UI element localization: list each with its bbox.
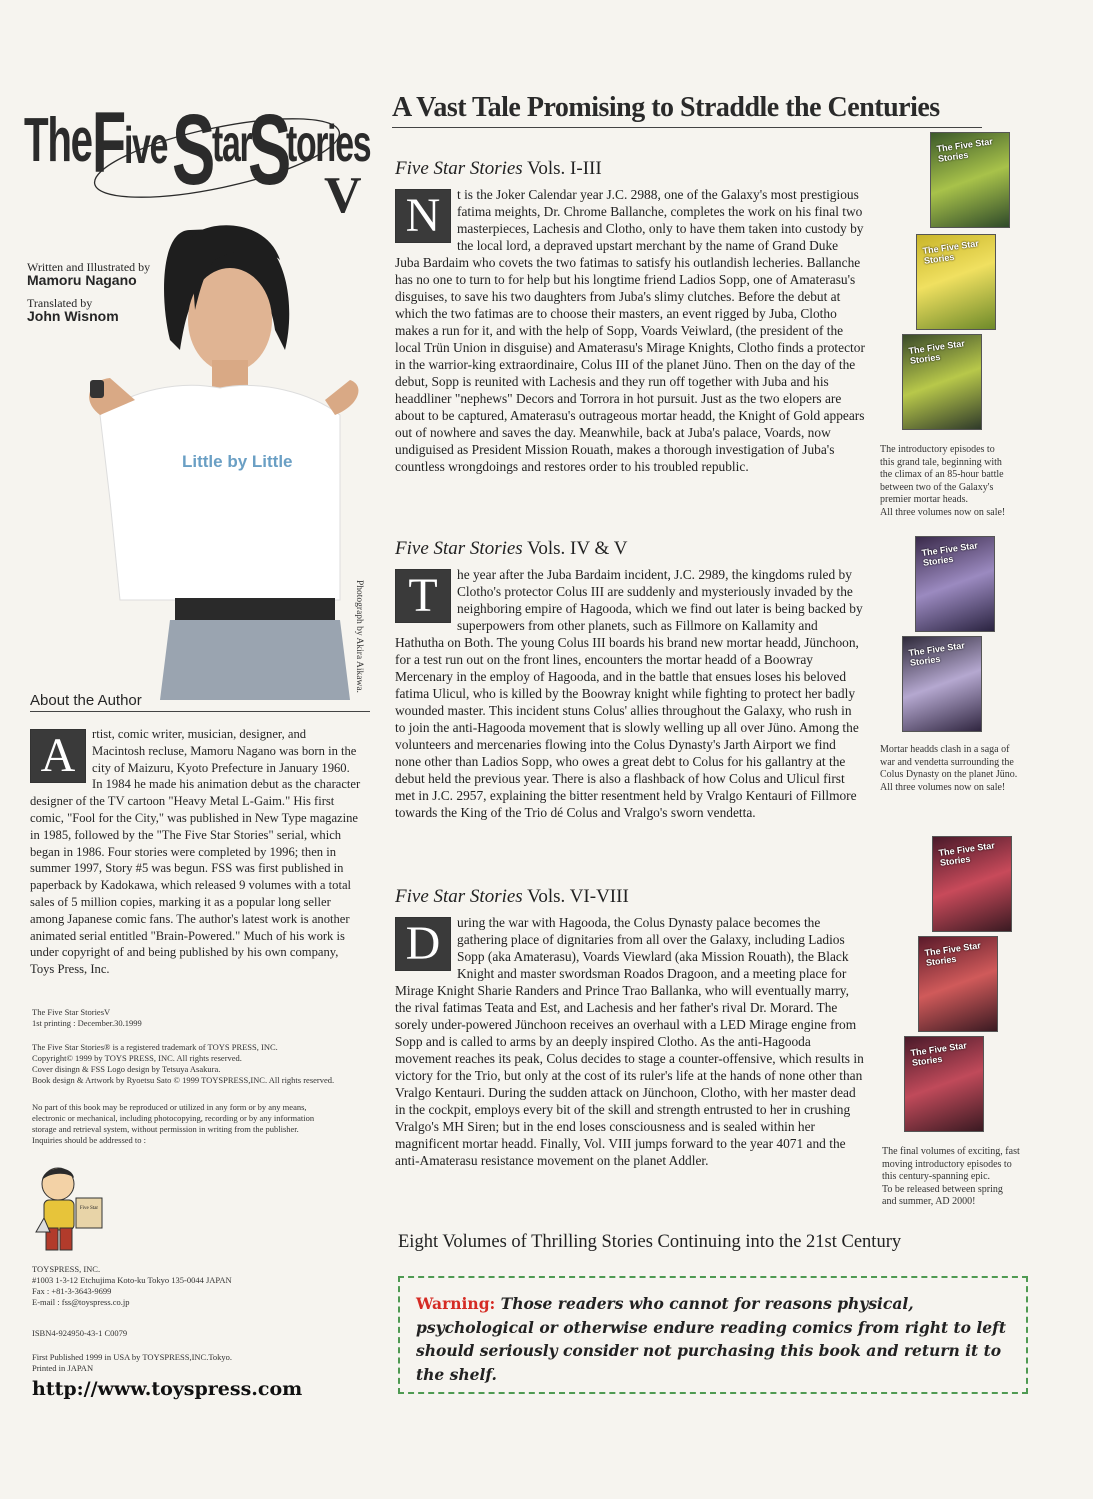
volume-number: V — [324, 167, 362, 224]
section-title-italic: Five Star Stories — [395, 158, 523, 179]
caption-line: Mortar headds clash in a saga of — [880, 744, 1010, 755]
logo-letter-s1: S — [172, 94, 215, 206]
cover-title: The Five Star Stories — [907, 338, 966, 366]
warning-box — [398, 1276, 1028, 1394]
colophon-line: storage and retrieval system, without permission in writing from the publisher. — [32, 1124, 299, 1134]
section-body: uring the war with Hagooda, the Colus Dynasty palace becomes the gathering place of dignitaries from all over the Galaxy, including Ladios Sopp (aka Amaterasu), Voards Viewlard (aka Mission Rouath), the Black Knight and master swordsman Roados Dragoon, and a meeting place for Mirage Knight Sharie Randers and Prince Trao Ballanka, who will eventually marry, the rival fatimas Teata and Est, and Lachesis and her father's rival Dr. Morard. The sorely under-powered Jünchoon receives an overhaul with a LED Mirage engine from Sopp and is called to arms by an deeply inspired Clotho. As the anti-Hagooda movement reaches its peak, Colus decides to stage a counter-offensive, which results in victory for the Trio, but only at the cost of its ruler's life at the hands of none other than Vralgo Kentauri. During the sudden attack on Jünchoon, Clotho, with her master dead in the cockpit, employs every bit of the skill and strength entrusted to her in crushing Vralgo's MH Siren; but in the end loses consciousness and is sealed within her magnificent mortar headd. Finally, Vol. VIII jumps forward to the year 4071 and the anti-Amaterasu resistance movement on the planet Addler. — [395, 915, 864, 1168]
shirt-text: Little by Little — [182, 452, 293, 471]
colophon-printing — [32, 1352, 392, 1374]
cover-vol-1 — [930, 132, 1010, 228]
cover-title: The Five Star Stories — [920, 540, 979, 568]
cover-vol-2 — [916, 234, 996, 330]
colophon-line: TOYSPRESS, INC. — [32, 1264, 101, 1274]
eight-volumes-heading: Eight Volumes of Thrilling Stories Continuing into the 21st Century — [398, 1232, 902, 1252]
about-paragraph — [30, 726, 362, 978]
colophon-line: No part of this book may be reproduced or utilized in any form or by any means, — [32, 1102, 307, 1112]
author-name: Mamoru Nagano — [27, 272, 137, 288]
section-body: he year after the Juba Bardaim incident, J.C. 2989, the kingdoms ruled by Clotho's protector Colus III are suddenly and mysteriously invaded by the neighboring empire of Hagooda, which we find out later is being backed by superpowers from other planets, such as Fillmore on Kallamity and Hathutha on Both. The young Colus III boards his brand new mortar headd, Jünchoon, for a test run out on the front lines, encounters the mortar headd of a Boowray Mercenary in the employ of Hagooda, and in the battle that ensues loses his beloved fatima Ulicul, who is killed by the Boowray knight while fighting to protect her badly wounded master. This incident stuns Colus' allies throughout the Galaxy, who rush in to join the anti-Hagooda movement that is slowly welling up all over Jüno. Among the volunteers and mercenaries flowing into the Colus Dynasty's Jarth Airport we find none other than Ladios Sopp, who owes a great debt to Colus for his gallantry at the debut held the previous year. There is also a flashback of how Colus and Ulicul first met in J.C. 2957, explaining the bitter resentment held by Vralgo Kentauri of Fillmore towards the King of the Trio dé Colus and Vralgo's sworn vendetta. — [395, 567, 863, 820]
caption-line: All three volumes now on sale! — [880, 781, 1006, 793]
cover-title: The Five Star Stories — [909, 1040, 968, 1068]
cover-vol-3 — [902, 334, 982, 430]
warning-body: Those readers who cannot for reasons physical, psychological or otherwise endure reading comics from right to left should seriously consider not purchasing this book and return it to the shelf. — [416, 1294, 1006, 1384]
section-text-vols-6-8 — [395, 914, 865, 1169]
section-dropcap: D — [395, 917, 451, 971]
written-label: Written and Illustrated by — [27, 260, 151, 274]
cover-title: The Five Star Stories — [907, 640, 966, 668]
translator-name: John Wisnom — [27, 308, 119, 324]
caption-line: the climax of an 85-hour battle — [880, 469, 1004, 480]
caption-line: To be released between spring — [882, 1183, 1003, 1195]
logo-word-the: The — [24, 106, 92, 175]
section-title-vols-1-3 — [395, 158, 602, 180]
cover-title: The Five Star Stories — [923, 940, 982, 968]
colophon-line: Fax : +81-3-3643-9699 — [32, 1286, 112, 1296]
colophon-notice — [32, 1102, 392, 1146]
about-text: rtist, comic writer, musician, designer, and Macintosh recluse, Mamoru Nagano was born in the city of Maizuru, Kyoto Prefecture in January 1960. In 1984 he made his animation debut as the character designer of the TV cartoon "Heavy Metal L-Gaim." His first comic, "Fool for the City," was published in New Type magazine in 1985, followed by the "The Five Star Stories" serial, which began in 1986. Four stories were completed by 1996; then in summer 1997, Story #5 was begun. FSS was first published in paperback by Kadokawa, which released 9 volumes with a total sales of 5 million copies, marking it as a popular long seller among Japanese comic fans. The author's latest work is another animated serial entitled "Brain-Powered." Much of his work is under copyright of and being published by his own company, Toys Press, Inc. — [30, 727, 361, 977]
caption-line: this century-spanning epic. — [882, 1171, 991, 1182]
colophon-address — [32, 1264, 392, 1308]
section-dropcap: T — [395, 569, 451, 623]
caption-line: Colus Dynasty on the planet Jüno. — [880, 769, 1018, 780]
colophon-line: #1003 1-3-12 Etchujima Koto-ku Tokyo 135-0044 JAPAN — [32, 1275, 232, 1285]
translated-label: Translated by — [27, 296, 93, 310]
colophon-line: electronic or mechanical, including photocopying, recording or by any information — [32, 1113, 315, 1123]
isbn: ISBN4-924950-43-1 C0079 — [32, 1328, 128, 1338]
logo-letter-s2: S — [248, 94, 291, 206]
caption-line: war and vendetta surrounding the — [880, 756, 1014, 768]
caption-line: between two of the Galaxy's — [880, 481, 994, 493]
caption-line: All three volumes now on sale! — [880, 506, 1006, 518]
logo-letter-f: F — [92, 95, 125, 191]
colophon-line: Printed in JAPAN — [32, 1363, 94, 1373]
cover-vol-4 — [915, 536, 995, 632]
website-link[interactable]: http://www.toyspress.com — [32, 1378, 303, 1400]
caption-line: moving introductory episodes to — [882, 1158, 1012, 1170]
cover-vol-6 — [932, 836, 1012, 932]
section-title-rest: Vols. I-III — [522, 158, 602, 179]
section-title-rest: Vols. VI-VIII — [522, 886, 629, 907]
colophon-line: Book design & Artwork by Ryoetsu Sato © 1999 TOYSPRESS,INC. All rights reserved. — [32, 1075, 335, 1085]
section-title-italic: Five Star Stories — [395, 538, 523, 559]
caption-line: The final volumes of exciting, fast — [882, 1146, 1020, 1157]
cover-title: The Five Star Stories — [937, 840, 996, 868]
warning-text — [416, 1292, 1010, 1386]
warning-label: Warning: — [416, 1294, 496, 1313]
colophon-line: E-mail : fss@toyspress.co.jp — [32, 1297, 130, 1307]
logo-word-ive: ive — [124, 117, 168, 175]
colophon-line: The Five Star StoriesV — [32, 1007, 111, 1017]
cover-vol-8 — [904, 1036, 984, 1132]
colophon-line: The Five Star Stories® is a registered trademark of TOYS PRESS, INC. — [32, 1042, 278, 1052]
logo-word-tar: tar — [212, 115, 252, 173]
colophon-rights — [32, 1042, 392, 1086]
section-title-vols-4-5 — [395, 538, 627, 560]
colophon-line: 1st printing : December.30.1999 — [32, 1018, 142, 1028]
section-text-vols-4-5 — [395, 566, 865, 821]
section-text-vols-1-3 — [395, 186, 865, 475]
caption-line: and summer, AD 2000! — [882, 1196, 976, 1207]
section-title-vols-6-8 — [395, 886, 629, 908]
cover-title: The Five Star Stories — [935, 136, 994, 164]
mascot-sign: Five Star — [79, 1206, 99, 1211]
caption-vols-1-3 — [880, 444, 1040, 519]
colophon-edition — [32, 1007, 382, 1029]
logo-word-tories: tories — [286, 115, 371, 173]
section-title-italic: Five Star Stories — [395, 886, 523, 907]
colophon-line: Cover disingn & FSS Logo design by Tetsuya Asakura. — [32, 1064, 221, 1074]
caption-line: premier mortar heads. — [880, 494, 969, 505]
colophon-line: First Published 1999 in USA by TOYSPRESS,INC.Tokyo. — [32, 1352, 233, 1362]
caption-vols-4-5 — [880, 744, 1040, 794]
section-dropcap: N — [395, 189, 451, 243]
section-title-rest: Vols. IV & V — [522, 538, 628, 559]
cover-vol-7 — [918, 936, 998, 1032]
about-dropcap: A — [30, 729, 86, 783]
mascot-illustration — [30, 1162, 110, 1257]
section-body: t is the Joker Calendar year J.C. 2988, one of the Galaxy's most prestigious fatima meights, Dr. Chrome Ballanche, completes the work on his final two masterpieces, Lachesis and Clotho, only to have them taken into custody by the local lord, a depraved upstart merchant by the name of Grand Duke Juba Bardaim who covets the two fatimas to satisfy his outlandish lecheries. Ballanche has no one to turn to for help but his longtime friend Ladios Sopp, one of Amaterasu's disguises, to save his two daughters from Juba's slimy clutches. Before the debut at which the two fatimas are to choose their masters, an event rigged by Juba, Clotho makes a run for it, and with the help of Sopp, Voards Veiwlard, (the president of the local Trün Union in disguise) and Amaterasu's Mirage Knights, Clotho finds a protector in the warrior-king extraordinaire, Colus III of the planet Jüno. Then on the day of the debut, Sopp is reunited with Lachesis and they run off together with Juba and his headdliner "nephews" Decors and Torrora in hot pursuit. Just as the two elopers are about to be captured, Amaterasu's outrageous mortar headd, the Knight of Gold appears out of nowhere and saves the day. Meanwhile, back at Juba's palace, Voards, now undiguised as President Mission Rouath, makes a thorough investigation of Juba's countless wrongdoings and restores order to his troubled republic. — [395, 187, 865, 474]
caption-vols-6-8 — [882, 1146, 1052, 1209]
about-heading: About the Author — [30, 692, 370, 712]
main-heading: A Vast Tale Promising to Straddle the Centuries — [392, 92, 982, 128]
colophon-line: Inquiries should be addressed to : — [32, 1135, 147, 1145]
cover-vol-5 — [902, 636, 982, 732]
caption-line: this grand tale, beginning with — [880, 456, 1002, 468]
cover-title: The Five Star Stories — [921, 238, 980, 266]
colophon-line: Copyright© 1999 by TOYS PRESS, INC. All rights reserved. — [32, 1053, 242, 1063]
photo-credit-wrap — [352, 580, 366, 700]
caption-line: The introductory episodes to — [880, 444, 995, 455]
author-photo — [40, 200, 372, 700]
logo-orbit-ring-icon — [82, 110, 352, 210]
photo-credit: Photograph by Akira Aikawa. — [354, 580, 364, 693]
